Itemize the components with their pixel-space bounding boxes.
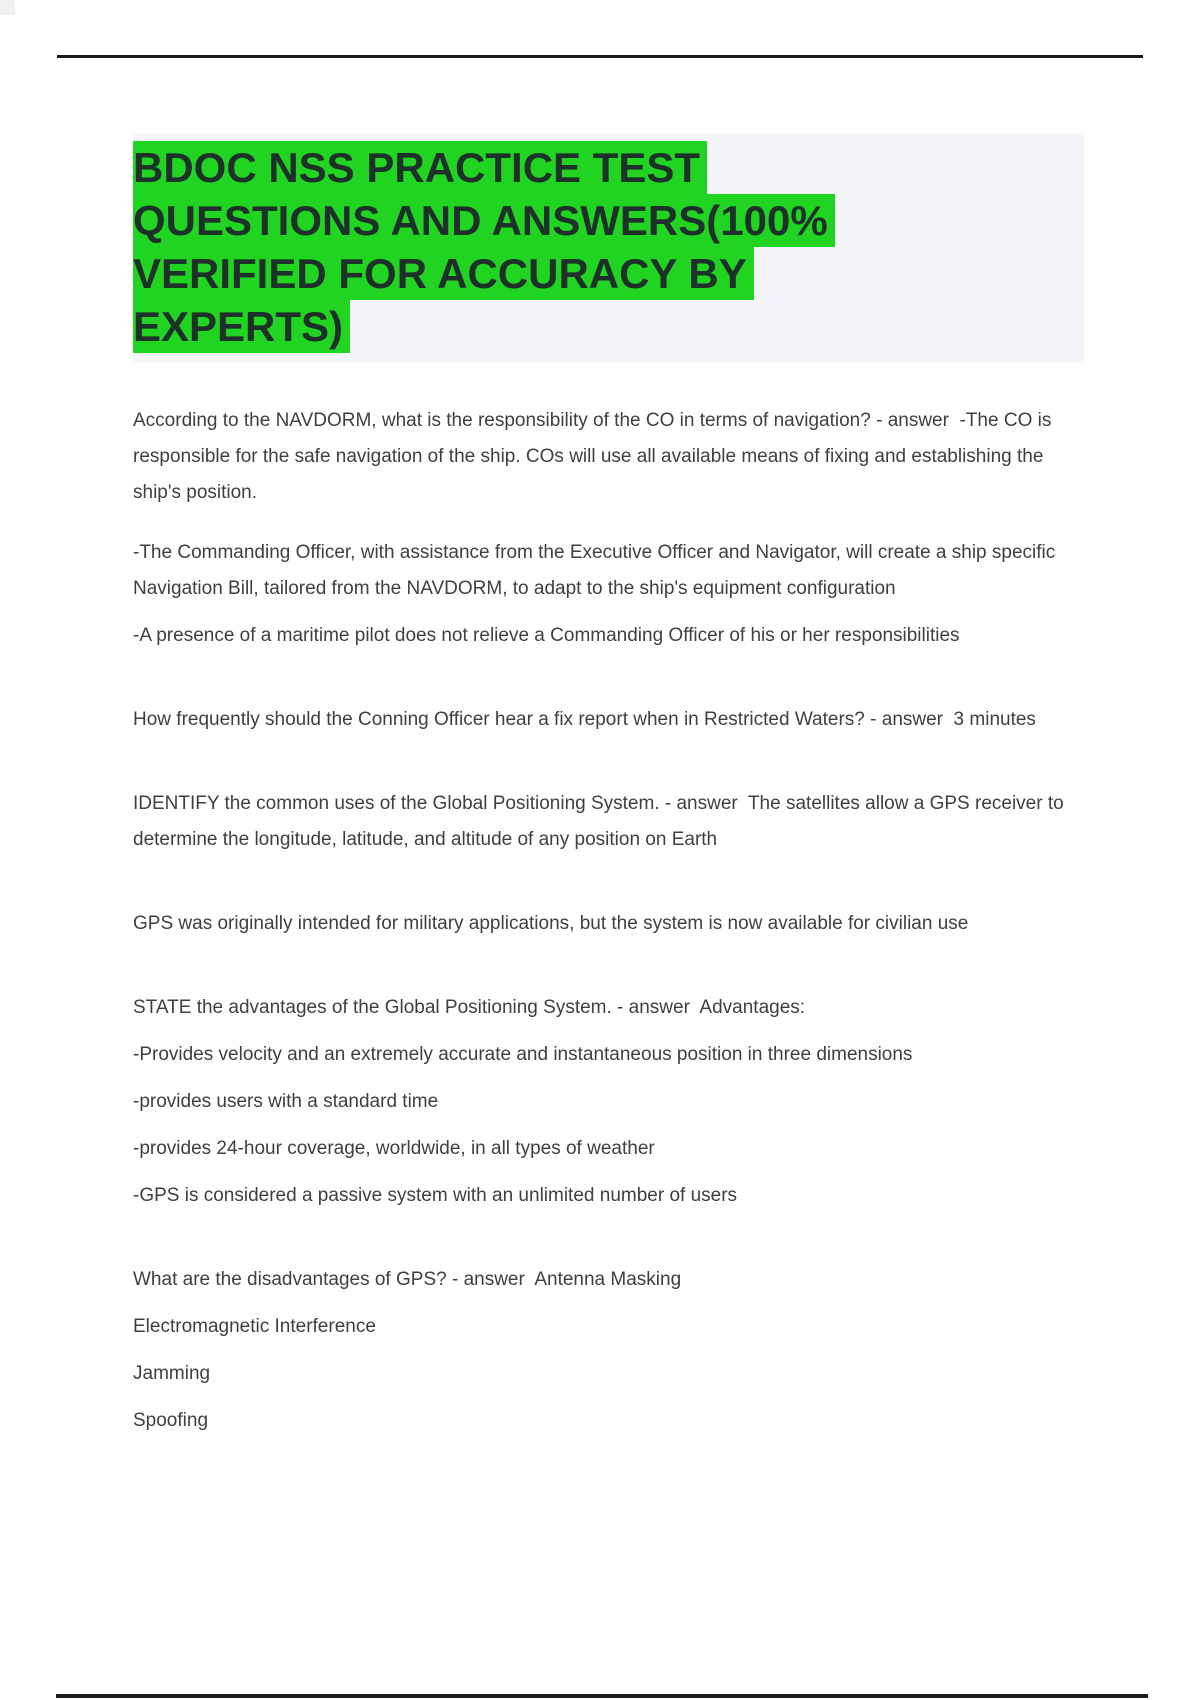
list-item-coverage: -provides 24-hour coverage, worldwide, in all types of weather <box>133 1138 655 1159</box>
paragraph-question-disadvantages: What are the disadvantages of GPS? - answer Antenna Masking <box>133 1269 682 1290</box>
page-content <box>133 133 1085 1439</box>
title-highlight: QUESTIONS AND ANSWERS(100% <box>133 194 835 247</box>
title-line <box>133 300 1085 353</box>
bottom-rule <box>56 1694 1148 1698</box>
list-item-standard-time: -provides users with a standard time <box>133 1091 439 1112</box>
title-highlight: VERIFIED FOR ACCURACY BY <box>133 247 754 300</box>
list-item-jamming: Jamming <box>133 1363 211 1384</box>
paragraph-question-fix-report: How frequently should the Conning Officer hear a fix report when in Restricted Waters? - answer 3 minutes <box>133 709 1036 730</box>
corner-artifact <box>0 0 15 15</box>
title-line <box>133 194 1085 247</box>
list-item-spoofing: Spoofing <box>133 1410 209 1431</box>
list-item-velocity: -Provides velocity and an extremely accurate and instantaneous position in three dimensions <box>133 1044 913 1065</box>
title-line <box>133 141 1085 194</box>
paragraph-gps-military: GPS was originally intended for military applications, but the system is now available for civilian use <box>133 913 969 934</box>
paragraph-question-navdorm: According to the NAVDORM, what is the responsibility of the CO in terms of navigation? - answer -The CO is responsible for the safe navigation of the ship. COs will use all available means of fixing and establishing the ship's position. <box>133 410 1057 503</box>
title-line <box>133 247 1085 300</box>
paragraph-question-gps-uses: IDENTIFY the common uses of the Global Positioning System. - answer The satellites allow a GPS receiver to determine the longitude, latitude, and altitude of any position on Earth <box>133 793 1069 850</box>
list-item-passive-system: -GPS is considered a passive system with an unlimited number of users <box>133 1185 738 1206</box>
title-highlight: EXPERTS) <box>133 300 350 353</box>
document-body <box>133 403 1073 1439</box>
top-rule <box>57 55 1143 58</box>
paragraph-answer-pilot: -A presence of a maritime pilot does not relieve a Commanding Officer of his or her responsibilities <box>133 625 960 646</box>
paragraph-answer-co: -The Commanding Officer, with assistance from the Executive Officer and Navigator, will create a ship specific Navigation Bill, tailored from the NAVDORM, to adapt to the ship's equipment configuration <box>133 542 1061 599</box>
paragraph-question-advantages: STATE the advantages of the Global Positioning System. - answer Advantages: <box>133 997 806 1018</box>
list-item-emi: Electromagnetic Interference <box>133 1316 376 1337</box>
title-highlight: BDOC NSS PRACTICE TEST <box>133 141 707 194</box>
title-block <box>133 133 1085 363</box>
